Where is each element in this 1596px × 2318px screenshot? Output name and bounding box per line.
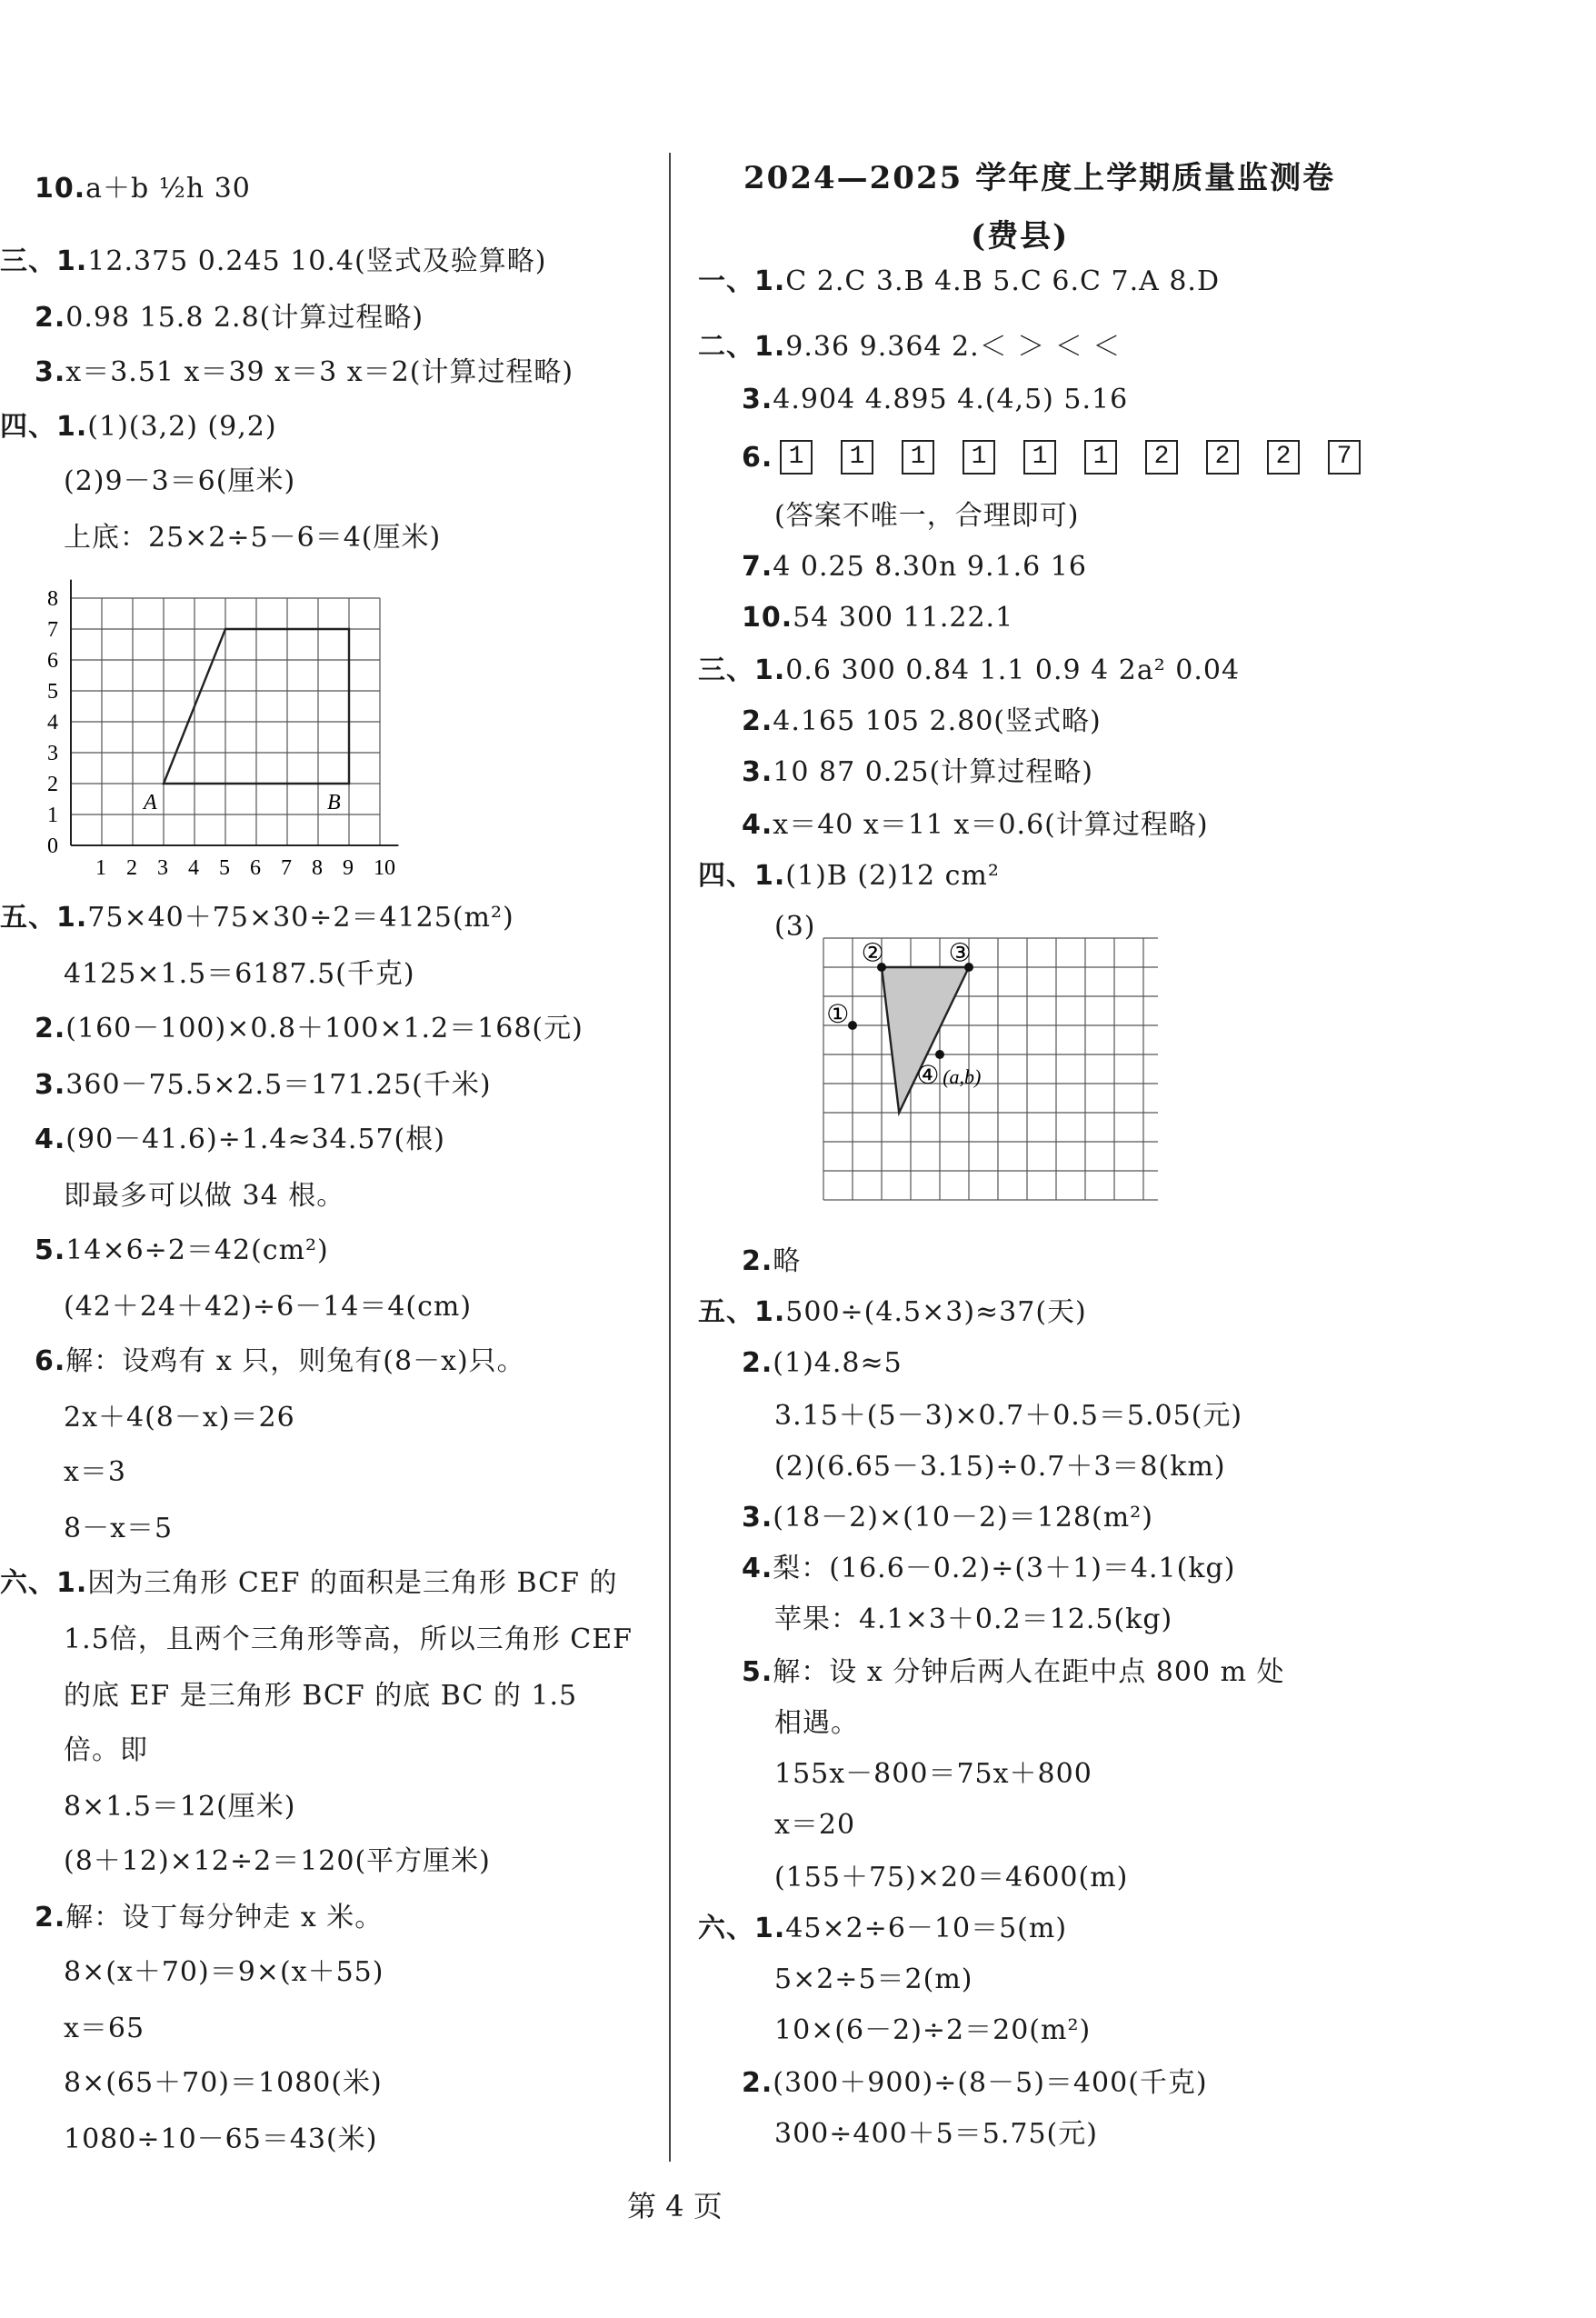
answer-line: 8－x＝5 — [64, 1513, 174, 1544]
answer-line: 二、1.9.36 9.364 2.＜ ＞ ＜ ＜ — [698, 331, 1122, 363]
answer-line: 四、1.(1)B (2)12 cm² — [698, 860, 1000, 892]
answer-line: 300÷400＋5＝5.75(元) — [774, 2118, 1098, 2150]
answer-line: 2.4.165 105 2.80(竖式略) — [742, 705, 1102, 737]
exam-subtitle: (费县) — [971, 218, 1070, 255]
answer-line: 6.解：设鸡有 x 只，则兔有(8－x)只。 — [35, 1345, 525, 1377]
answer-line: 4.x＝40 x＝11 x＝0.6(计算过程略) — [742, 809, 1209, 841]
answer-box: 1 — [902, 440, 934, 475]
answer-line: 一、1.C 2.C 3.B 4.B 5.C 6.C 7.A 8.D — [698, 265, 1221, 297]
answer-line: 155x－800＝75x＋800 — [774, 1758, 1092, 1790]
answer-line: 3.10 87 0.25(计算过程略) — [742, 756, 1093, 788]
y-tick-label: 4 — [47, 711, 58, 734]
answer-line: 3.(18－2)×(10－2)＝128(m²) — [742, 1502, 1153, 1534]
answer-box: 1 — [780, 440, 813, 475]
answer-line: 五、1.75×40＋75×30÷2＝4125(m²) — [0, 902, 514, 934]
trapezoid-grid-graph — [36, 573, 436, 882]
page-number: 第 4 页 — [627, 2189, 723, 2223]
answer-line: 3.15＋(5－3)×0.7＋0.5＝5.05(元) — [774, 1400, 1243, 1432]
answer-line: (2)(6.65－3.15)÷0.7＋3＝8(km) — [774, 1451, 1226, 1483]
y-tick-label: 2 — [47, 773, 58, 796]
question-number: 6. — [742, 442, 773, 474]
answer-line: 2.解：设丁每分钟走 x 米。 — [35, 1902, 384, 1933]
answer-line: 2x＋4(8－x)＝26 — [64, 1402, 295, 1434]
answer-line: 3.x＝3.51 x＝39 x＝3 x＝2(计算过程略) — [35, 356, 574, 388]
answer-box: 1 — [963, 440, 995, 475]
answer-line: 2.(1)4.8≈5 — [742, 1347, 903, 1379]
answer-line: 8×(x＋70)＝9×(x＋55) — [64, 1956, 384, 1988]
answer-line: 2.(160－100)×0.8＋100×1.2＝168(元) — [35, 1013, 584, 1044]
x-tick-label: 7 — [281, 856, 292, 880]
answer-box-row — [780, 440, 1361, 475]
answer-line: 4.梨：(16.6－0.2)÷(3＋1)＝4.1(kg) — [742, 1553, 1236, 1584]
answer-line: (42＋24＋42)÷6－14＝4(cm) — [64, 1291, 473, 1323]
answer-line: 4125×1.5＝6187.5(千克) — [64, 958, 415, 990]
answer-box: 1 — [841, 440, 873, 475]
answer-line: 10×(6－2)÷2＝20(m²) — [774, 2014, 1092, 2046]
answer-box: 1 — [1023, 440, 1056, 475]
x-tick-label: 1 — [95, 856, 106, 880]
answer-line: 苹果：4.1×3＋0.2＝12.5(kg) — [774, 1604, 1173, 1635]
answer-line: 上底：25×2÷5－6＝4(厘米) — [64, 522, 442, 554]
answer-box: 2 — [1267, 440, 1300, 475]
answer-line: 倍。即 — [64, 1734, 148, 1766]
x-tick-label: 3 — [157, 856, 168, 880]
answer-line: 五、1.500÷(4.5×3)≈37(天) — [698, 1296, 1087, 1328]
answer-box: 2 — [1206, 440, 1239, 475]
point-label-2: ② — [861, 939, 884, 968]
point-label-4: ④ — [916, 1062, 940, 1090]
answer-line: x＝20 — [774, 1809, 856, 1841]
x-tick-label: 2 — [126, 856, 137, 880]
answer-line: 2.(300＋900)÷(8－5)＝400(千克) — [742, 2067, 1208, 2099]
x-tick-label: 4 — [188, 856, 199, 880]
y-tick-label: 0 — [47, 834, 58, 858]
answer-line: 10.54 300 11.22.1 — [742, 602, 1014, 634]
answer-line: 10.a＋b ½h 30 — [35, 173, 251, 205]
answer-line: 5.解：设 x 分钟后两人在距中点 800 m 处 — [742, 1656, 1285, 1688]
answer-line: 相遇。 — [774, 1707, 859, 1739]
triangle-grid-graph — [814, 911, 1178, 1229]
answer-line: 4.(90－41.6)÷1.4≈34.57(根) — [35, 1124, 445, 1155]
answer-line: (答案不唯一，合理即可) — [774, 500, 1080, 532]
answer-line: 3.4.904 4.895 4.(4,5) 5.16 — [742, 384, 1129, 415]
x-tick-label: 10 — [374, 856, 395, 880]
answer-line: 3.360－75.5×2.5＝171.25(千米) — [35, 1069, 492, 1101]
answer-line: 5×2÷5＝2(m) — [774, 1963, 973, 1995]
point-label-1: ① — [826, 1000, 850, 1029]
answer-line: 5.14×6÷2＝42(cm²) — [35, 1234, 329, 1266]
answer-line: (2)9－3＝6(厘米) — [64, 465, 296, 497]
answer-line: 7.4 0.25 8.30n 9.1.6 16 — [742, 551, 1087, 583]
answer-line: 8×1.5＝12(厘米) — [64, 1791, 296, 1823]
answer-box: 2 — [1145, 440, 1178, 475]
answer-line: 2.略 — [742, 1245, 802, 1277]
answer-line: 即最多可以做 34 根。 — [64, 1180, 345, 1212]
answer-line: (155＋75)×20＝4600(m) — [774, 1862, 1129, 1893]
x-tick-label: 9 — [343, 856, 354, 880]
coordinate-label: (a,b) — [943, 1065, 982, 1088]
answer-line: 三、1.12.375 0.245 10.4(竖式及验算略) — [0, 245, 547, 277]
answer-line: 六、1.因为三角形 CEF 的面积是三角形 BCF 的 — [0, 1567, 618, 1599]
y-tick-label: 5 — [47, 680, 58, 704]
y-tick-label: 3 — [47, 742, 58, 765]
answer-line: 六、1.45×2÷6－10＝5(m) — [698, 1913, 1068, 1944]
x-tick-label: 5 — [219, 856, 230, 880]
answer-line: 2.0.98 15.8 2.8(计算过程略) — [35, 302, 424, 334]
x-tick-label: 6 — [250, 856, 261, 880]
answer-line: x＝3 — [64, 1456, 127, 1488]
grid-point — [935, 1050, 944, 1059]
shaded-triangle — [882, 967, 969, 1113]
answer-line: 8×(65＋70)＝1080(米) — [64, 2067, 383, 2099]
answer-line: x＝65 — [64, 2013, 145, 2044]
answer-box: 7 — [1328, 440, 1361, 475]
answer-line: (8＋12)×12÷2＝120(平方厘米) — [64, 1845, 491, 1877]
y-tick-label: 1 — [47, 804, 58, 827]
answer-line: 四、1.(1)(3,2) (9,2) — [0, 411, 277, 443]
answer-line: (3) — [774, 911, 816, 943]
point-b-label: B — [327, 791, 341, 814]
point-label-3: ③ — [948, 939, 972, 968]
point-a-label: A — [144, 791, 157, 814]
y-tick-label: 8 — [47, 587, 58, 611]
column-divider — [669, 153, 671, 2162]
answer-line: 1.5倍，且两个三角形等高，所以三角形 CEF — [64, 1624, 633, 1655]
answer-line: 1080÷10－65＝43(米) — [64, 2123, 378, 2155]
grid-point — [848, 1021, 857, 1030]
answer-line: 三、1.0.6 300 0.84 1.1 0.9 4 2a² 0.04 — [698, 654, 1241, 686]
answer-line: 的底 EF 是三角形 BCF 的底 BC 的 1.5 — [64, 1680, 578, 1712]
answer-box: 1 — [1084, 440, 1117, 475]
y-tick-label: 7 — [47, 618, 58, 642]
y-tick-label: 6 — [47, 649, 58, 673]
x-tick-label: 8 — [312, 856, 323, 880]
exam-title: 2024—2025 学年度上学期质量监测卷 — [743, 160, 1336, 196]
